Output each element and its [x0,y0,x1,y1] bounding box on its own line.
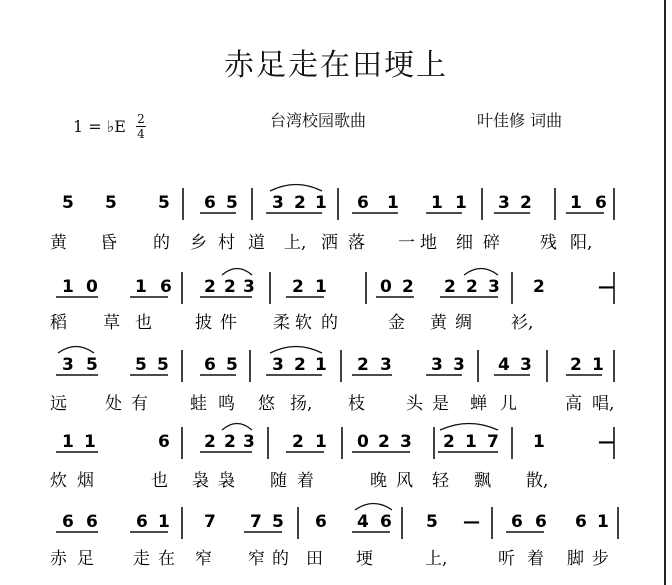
lyric-char: 也 [151,471,168,491]
lyric-char: 袅 [218,471,235,491]
lyric-char: 落 [348,233,365,253]
lyric-char: 阳, [570,233,593,253]
lyric-char: 蛙 [190,394,207,414]
lyric-char: 听 [498,549,515,569]
lyric-char: 洒 [321,233,338,253]
lyric-char: 着 [297,471,314,491]
slur-arc [270,347,322,354]
note: 6 [511,512,523,532]
note: 2 [204,277,216,297]
lyric-char: 上, [425,549,448,569]
slur-arc [222,424,252,431]
lyric-char: 远 [50,394,67,414]
note: — [598,277,615,297]
note: 5 [135,355,147,375]
lyric-char: 脚 [567,549,584,569]
note: 5 [105,193,117,213]
lyric-char: 黄 [430,313,447,333]
note: 3 [431,355,443,375]
note: 1 [592,355,604,375]
lyric-char: 的 [321,313,338,333]
note: 3 [243,277,255,297]
note: 4 [357,512,369,532]
note: 1 [62,432,74,452]
note: 0 [357,432,369,452]
lyric-char: 也 [135,313,152,333]
note: 0 [380,277,392,297]
key-label: 1 = ♭E [73,117,126,136]
note: 5 [157,355,169,375]
lyric-char: 赤 [50,549,67,569]
lyric-char: 埂 [356,549,373,569]
lyric-char: 在 [158,549,175,569]
lyric-char: 鸣 [218,394,235,414]
lyric-char: 散, [526,471,549,491]
lyric-char: 唱, [592,394,615,414]
note: 6 [357,193,369,213]
lyric-char: 袅 [192,471,209,491]
note: 2 [570,355,582,375]
note: 6 [204,355,216,375]
slur-arc [58,347,94,354]
note: 2 [444,277,456,297]
lyric-char: 村 [218,233,235,253]
note: 7 [487,432,499,452]
note: 3 [243,432,255,452]
time-numerator: 2 [137,112,145,126]
lyric-char: 软 [295,313,312,333]
note: 3 [272,355,284,375]
note: 1 [84,432,96,452]
note: 3 [498,193,510,213]
lyric-char: 地 [420,233,437,253]
lyric-char: 飘 [474,471,491,491]
lyric-char: 炊 [50,471,67,491]
lyric-char: 衫, [511,313,534,333]
note: 2 [292,277,304,297]
lyric-char: 走 [133,549,150,569]
lyric-char: 乡 [190,233,207,253]
lyric-char: 儿 [500,394,517,414]
note: 2 [378,432,390,452]
composer-credit: 叶佳修 词曲 [477,111,563,130]
note: 1 [315,277,327,297]
note: 3 [380,355,392,375]
song-title: 赤足走在田埂上 [224,48,448,83]
note: 1 [315,432,327,452]
note: 2 [224,432,236,452]
lyric-char: 昏 [100,233,117,253]
note: 6 [380,512,392,532]
lyric-char: 步 [592,549,609,569]
lyric-char: 扬, [290,394,313,414]
note: 6 [62,512,74,532]
note: 6 [158,432,170,452]
note: 1 [158,512,170,532]
lyric-char: 烟 [77,471,94,491]
note: 1 [387,193,399,213]
note: 6 [86,512,98,532]
note: 1 [570,193,582,213]
lyric-char: 的 [272,549,289,569]
lyric-char: 的 [153,233,170,253]
note: 6 [575,512,587,532]
slur-arc [464,269,498,276]
lyric-char: 草 [103,313,120,333]
note: 6 [204,193,216,213]
note: 2 [466,277,478,297]
lyric-char: 高 [565,394,582,414]
note: 1 [62,277,74,297]
slur-arc [270,185,322,192]
note: 1 [455,193,467,213]
lyric-char: 件 [220,313,237,333]
lyric-char: 窄 [195,549,212,569]
lyric-char: 着 [527,549,544,569]
note: 0 [86,277,98,297]
note: 2 [204,432,216,452]
lyric-char: 头 [406,394,423,414]
note: 2 [294,355,306,375]
lyric-char: 绸 [455,313,472,333]
note: 6 [136,512,148,532]
note: — [463,512,480,532]
note: 5 [272,512,284,532]
lyric-char: 黄 [50,233,67,253]
note: 5 [426,512,438,532]
note: 3 [272,193,284,213]
lyric-char: 窄 [248,549,265,569]
slur-arc [440,424,498,431]
lyric-char: 残 [540,233,557,253]
note: 2 [357,355,369,375]
note: 6 [535,512,547,532]
note: 1 [135,277,147,297]
lyric-char: 道 [248,233,265,253]
lyric-char: 金 [388,313,405,333]
note: 1 [315,355,327,375]
note: 5 [226,193,238,213]
note: 1 [465,432,477,452]
lyric-char: 一 [398,233,415,253]
note: 2 [294,193,306,213]
note: 6 [160,277,172,297]
lyric-char: 蝉 [470,394,487,414]
lyric-char: 柔 [273,313,290,333]
note: 7 [204,512,216,532]
note: 3 [400,432,412,452]
lyric-char: 晚 [370,471,387,491]
lyric-char: 田 [306,549,323,569]
note: 2 [292,432,304,452]
note: 1 [315,193,327,213]
lyric-char: 处 [105,394,122,414]
note: 5 [86,355,98,375]
note: 1 [597,512,609,532]
slur-arc [222,269,252,276]
lyric-char: 披 [195,313,212,333]
note: 3 [62,355,74,375]
lyric-char: 随 [270,471,287,491]
lyric-char: 悠 [258,394,275,414]
song-genre: 台湾校园歌曲 [270,111,367,130]
note: 6 [595,193,607,213]
note: 2 [533,277,545,297]
note: 4 [498,355,510,375]
note: 3 [488,277,500,297]
note: 5 [62,193,74,213]
lyric-char: 风 [396,471,413,491]
lyric-char: 有 [131,394,148,414]
lyric-char: 碎 [483,233,500,253]
note: 2 [443,432,455,452]
lyric-char: 稻 [50,313,67,333]
note: 5 [158,193,170,213]
note: 1 [431,193,443,213]
note: 6 [315,512,327,532]
note: — [598,432,615,452]
lyric-char: 上, [284,233,307,253]
lyric-char: 细 [456,233,473,253]
lyric-char: 是 [432,394,449,414]
note: 3 [520,355,532,375]
note: 5 [226,355,238,375]
note: 2 [224,277,236,297]
note: 1 [533,432,545,452]
note: 2 [520,193,532,213]
note: 2 [402,277,414,297]
lyric-char: 轻 [432,471,449,491]
slur-arc [355,504,392,511]
note: 3 [453,355,465,375]
lyric-char: 枝 [348,394,365,414]
time-denominator: 4 [137,127,145,141]
note: 7 [250,512,262,532]
lyric-char: 足 [77,549,94,569]
